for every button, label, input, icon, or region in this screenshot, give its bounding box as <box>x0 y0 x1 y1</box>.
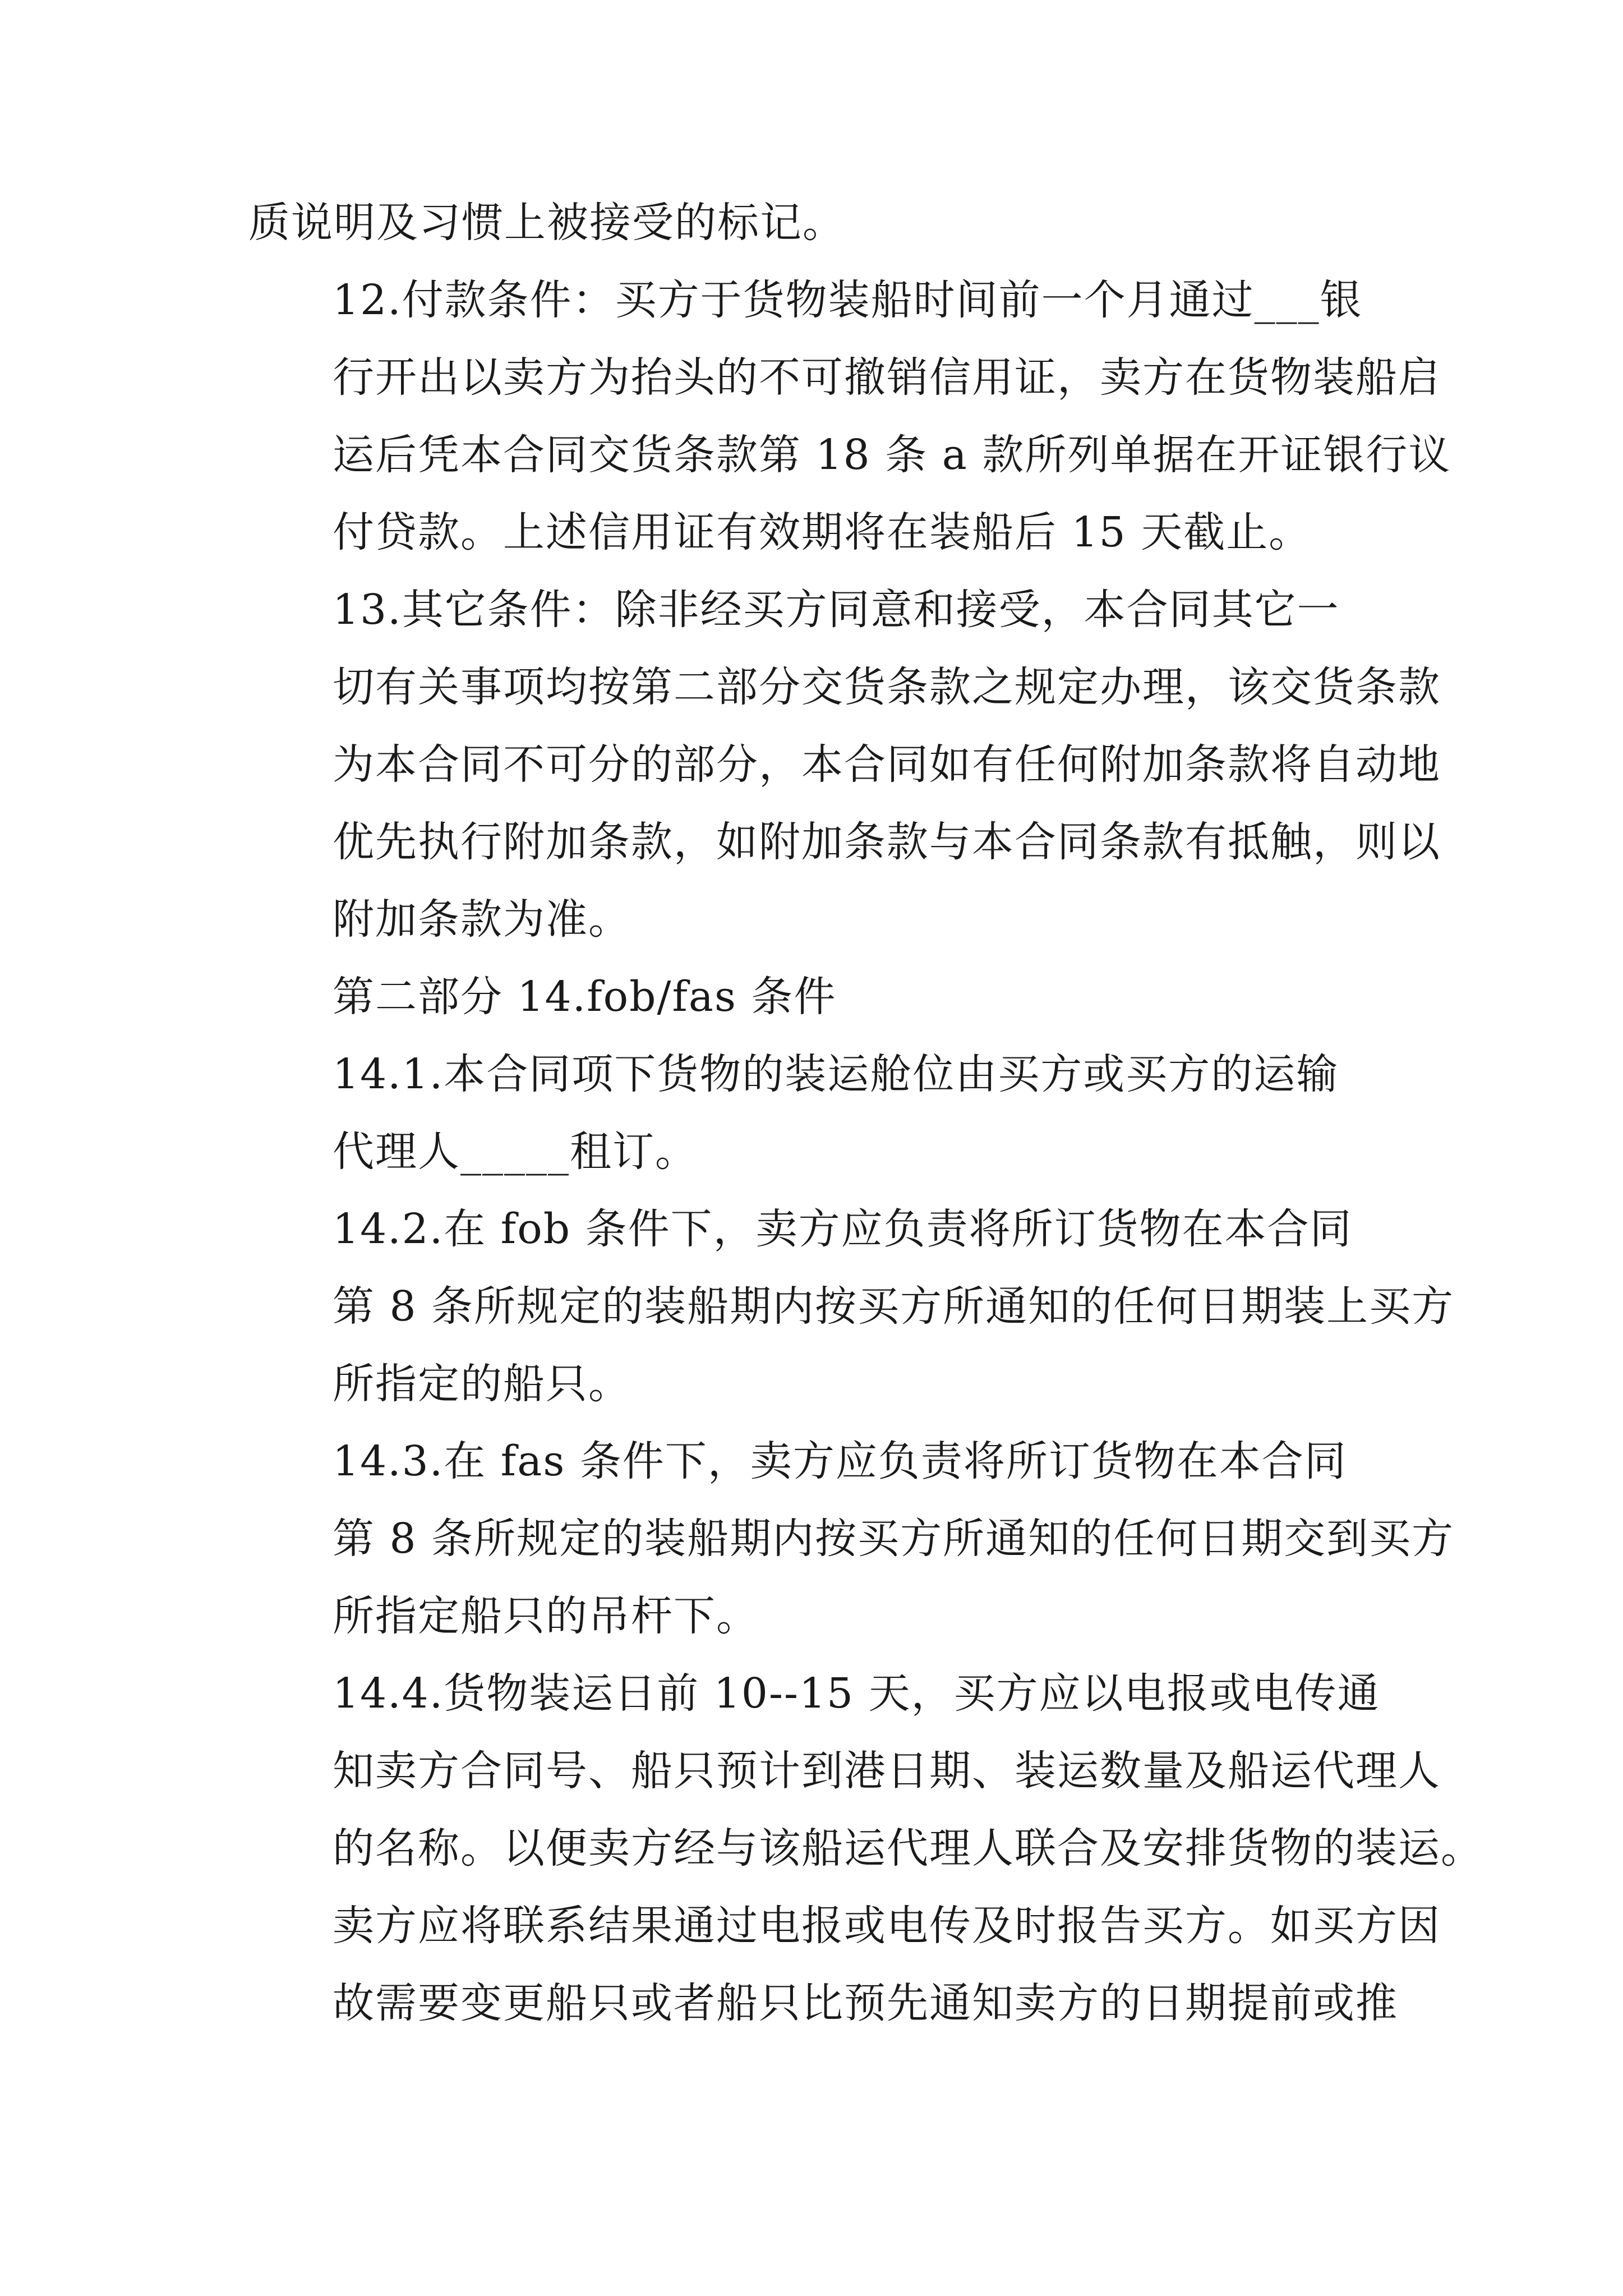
text-line: 付贷款。上述信用证有效期将在装船后 15 天截止。 <box>333 508 1312 556</box>
text-line: 为本合同不可分的部分，本合同如有任何附加条款将自动地 <box>333 740 1441 789</box>
paragraph <box>248 958 1377 1036</box>
text-line: 14.4.货物装运日前 10--15 天，买方应以电报或电传通 <box>333 1669 1380 1718</box>
paragraph <box>248 1655 1483 2042</box>
text-line: 的名称。以便卖方经与该船运代理人联合及安排货物的装运。 <box>333 1824 1483 1872</box>
paragraph <box>248 1190 1455 1423</box>
text-line: 14.3.在 fas 条件下，卖方应负责将所订货物在本合同 <box>333 1437 1347 1485</box>
text-line: 行开出以卖方为抬头的不可撤销信用证，卖方在货物装船启 <box>333 353 1441 402</box>
text-line: 质说明及习惯上被接受的标记。 <box>248 199 845 247</box>
text-line: 14.2.在 fob 条件下，卖方应负责将所订货物在本合同 <box>333 1205 1353 1253</box>
text-line: 优先执行附加条款，如附加条款与本合同条款有抵触，则以 <box>333 818 1441 866</box>
text-line: 第 8 条所规定的装船期内按买方所通知的任何日期交到买方 <box>333 1515 1455 1563</box>
text-line: 13.其它条件：除非经买方同意和接受，本合同其它一 <box>333 586 1340 634</box>
text-line: 运后凭本合同交货条款第 18 条 a 款所列单据在开证银行议 <box>333 431 1451 479</box>
text-line: 知卖方合同号、船只预计到港日期、装运数量及船运代理人 <box>333 1747 1441 1795</box>
text-line: 第 8 条所规定的装船期内按买方所通知的任何日期装上买方 <box>333 1282 1455 1331</box>
text-line: 第二部分 14.fob/fas 条件 <box>333 973 837 1021</box>
text-line: 附加条款为准。 <box>333 895 631 944</box>
paragraph <box>248 571 1441 958</box>
paragraph <box>248 184 1377 261</box>
text-line: 故需要变更船只或者船只比预先通知卖方的日期提前或推 <box>333 1979 1398 2027</box>
text-line: 切有关事项均按第二部分交货条款之规定办理，该交货条款 <box>333 663 1441 711</box>
text-line: 卖方应将联系结果通过电报或电传及时报告买方。如买方因 <box>333 1902 1441 1950</box>
text-line: 14.1.本合同项下货物的装运舱位由买方或买方的运输 <box>333 1050 1339 1098</box>
paragraph <box>248 1423 1455 1655</box>
text-line: 所指定的船只。 <box>333 1360 631 1408</box>
paragraph <box>248 261 1451 571</box>
text-line: 所指定船只的吊杆下。 <box>333 1592 759 1640</box>
text-line: 12.付款条件：买方于货物装船时间前一个月通过___银 <box>333 276 1363 324</box>
contract-text <box>248 184 1483 2042</box>
text-line: 代理人_____租订。 <box>333 1128 698 1176</box>
paragraph <box>248 1036 1377 1190</box>
